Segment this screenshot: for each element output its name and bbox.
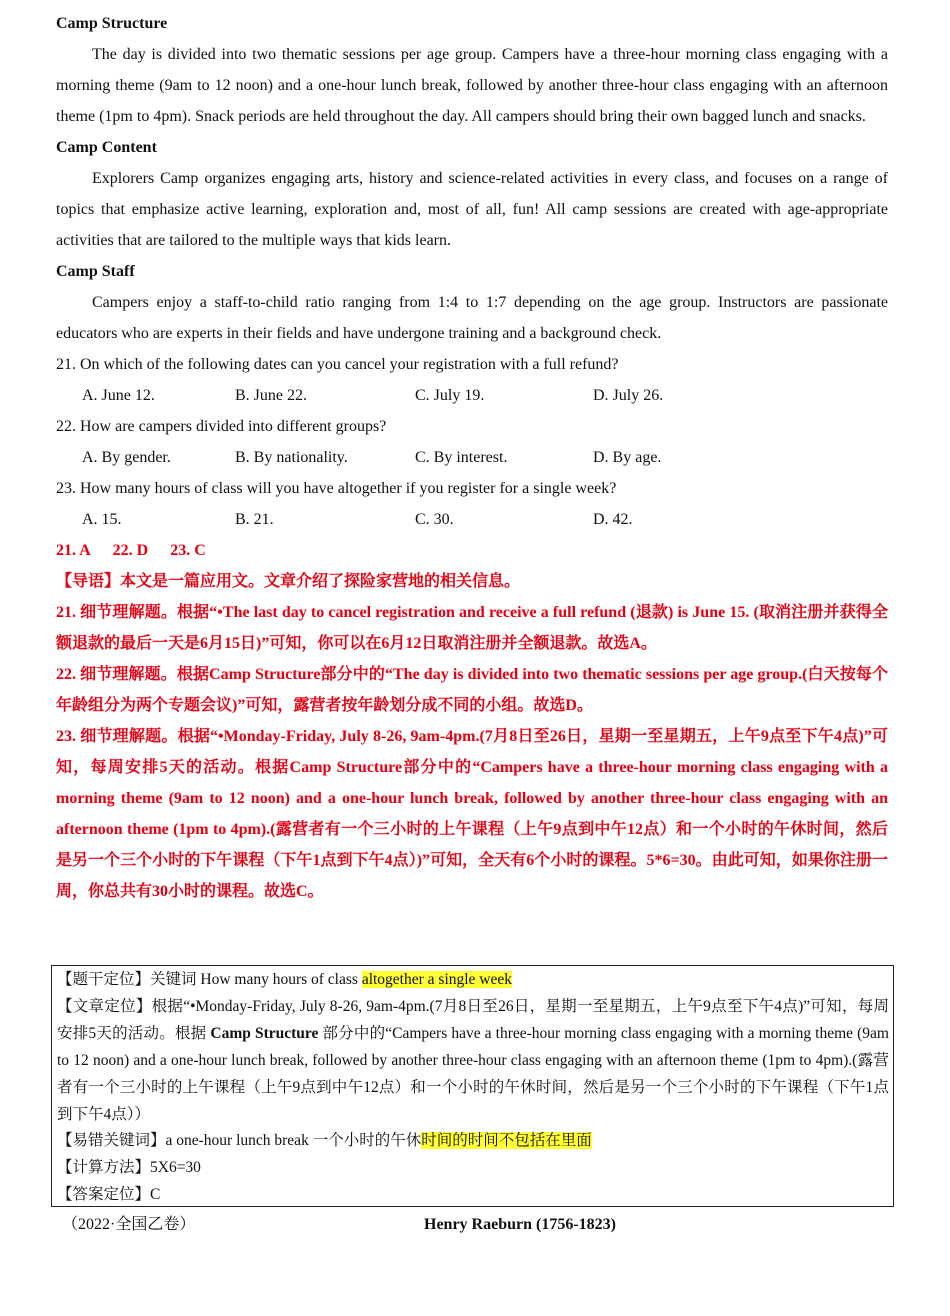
option-d[interactable]: D. July 26.: [593, 387, 664, 404]
analysis-intro: 【导语】本文是一篇应用文。文章介绍了探险家营地的相关信息。: [56, 573, 521, 590]
section-heading: Camp Staff: [56, 263, 135, 280]
section-heading: Camp Content: [56, 139, 157, 156]
source-label: （2022·全国乙卷）: [62, 1216, 196, 1233]
option-d[interactable]: D. 42.: [593, 511, 633, 528]
question-22: 22. How are campers divided into different groups?: [56, 418, 387, 435]
section-heading: Camp Structure: [56, 15, 168, 32]
option-a[interactable]: A. 15.: [82, 511, 122, 528]
answer-22: 22. D: [112, 542, 149, 559]
section-body: Campers enjoy a staff-to-child ratio ranging from 1:4 to 1:7 depending on the age group. Instructors are passionate educators who are experts in their fields and have undergone training and a background check.: [56, 294, 888, 342]
option-a[interactable]: A. June 12.: [82, 387, 155, 404]
options-23: [56, 504, 888, 535]
section-body: The day is divided into two thematic sessions per age group. Campers have a three-hour morning class engaging with a morning theme (9am to 12 noon) and a one-hour lunch break, followed by another three-hour class engaging with an afternoon theme (1pm to 4pm). Snack periods are held throughout the day. All campers should bring their own bagged lunch and snacks.: [56, 46, 888, 125]
article-page: [56, 8, 888, 907]
option-c[interactable]: C. 30.: [415, 511, 454, 528]
next-passage-title: Henry Raeburn (1756-1823): [424, 1216, 616, 1233]
footer: [0, 1210, 950, 1240]
highlight: altogether a single week: [361, 971, 513, 988]
answer-location: 【答案定位】C: [57, 1186, 161, 1204]
question-21: 21. On which of the following dates can you cancel your registration with a full refund?: [56, 356, 619, 373]
text-location: 【文章定位】根据“•Monday-Friday, July 8-26, 9am-4pm.(7月8日至26日，星期一至星期五，上午9点至下午4点)”可知，每周安排5天的活动。根据 Camp Structure 部分中的“Campers have a three-hour morning class engaging with a morning theme (9am to 12 noon) and a one-hour lunch break, followed by another three-hour class engaging with an afternoon theme (1pm to 4pm).(露营者有一个三小时的上午课程（上午9点到中午12点）和一个小时的午休时间，然后是另一个三个小时的下午课程（下午1点到下午4点））: [57, 997, 889, 1123]
calculation-method: 【计算方法】5X6=30: [57, 1159, 201, 1177]
answer-23: 23. C: [170, 542, 206, 559]
answer-key: [56, 535, 888, 566]
highlight: 时间的时间不包括在里面: [421, 1132, 592, 1150]
option-a[interactable]: A. By gender.: [82, 449, 171, 466]
option-c[interactable]: C. By interest.: [415, 449, 508, 466]
notes-box: [51, 965, 894, 1207]
analysis-22: 22. 细节理解题。根据Camp Structure部分中的“The day is divided into two thematic sessions per age group.(白天按每个年龄组分为两个专题会议)”可知，露营者按年龄划分成不同的小组。故选D。: [56, 666, 888, 714]
question-23: 23. How many hours of class will you have altogether if you register for a single week?: [56, 480, 617, 497]
section-body: Explorers Camp organizes engaging arts, history and science-related activities in every class, and focuses on a range of topics that emphasize active learning, exploration and, most of all, fun! All camp sessions are created with age-appropriate activities that are tailored to the multiple ways that kids learn.: [56, 170, 888, 249]
error-keyword: 【易错关键词】a one-hour lunch break 一个小时的午休时间的时间不包括在里面: [57, 1132, 592, 1150]
analysis-21: 21. 细节理解题。根据“•The last day to cancel registration and receive a full refund (退款) is June 15. (取消注册并获得全额退款的最后一天是6月15日)”可知，你可以在6月12日取消注册并全额退款。故选A。: [56, 604, 888, 652]
answer-21: 21. A: [56, 542, 91, 559]
option-d[interactable]: D. By age.: [593, 449, 662, 466]
option-c[interactable]: C. July 19.: [415, 387, 485, 404]
option-b[interactable]: B. 21.: [235, 511, 274, 528]
options-22: [56, 442, 888, 473]
stem-location: 【题干定位】关键词 How many hours of class altogether a single week: [57, 971, 513, 988]
option-b[interactable]: B. June 22.: [235, 387, 307, 404]
options-21: [56, 380, 888, 411]
analysis-23: 23. 细节理解题。根据“•Monday-Friday, July 8-26, 9am-4pm.(7月8日至26日，星期一至星期五，上午9点至下午4点)”可知，每周安排5天的活动。根据Camp Structure部分中的“Campers have a three-hour morning class engaging with a morning theme (9am to 12 noon) and a one-hour lunch break, followed by another three-hour class engaging with an afternoon theme (1pm to 4pm).(露营者有一个三小时的上午课程（上午9点到中午12点）和一个小时的午休时间，然后是另一个三个小时的下午课程（下午1点到下午4点）)”可知，全天有6个小时的课程。5*6=30。由此可知，如果你注册一周，你总共有30小时的课程。故选C。: [56, 728, 888, 900]
option-b[interactable]: B. By nationality.: [235, 449, 348, 466]
